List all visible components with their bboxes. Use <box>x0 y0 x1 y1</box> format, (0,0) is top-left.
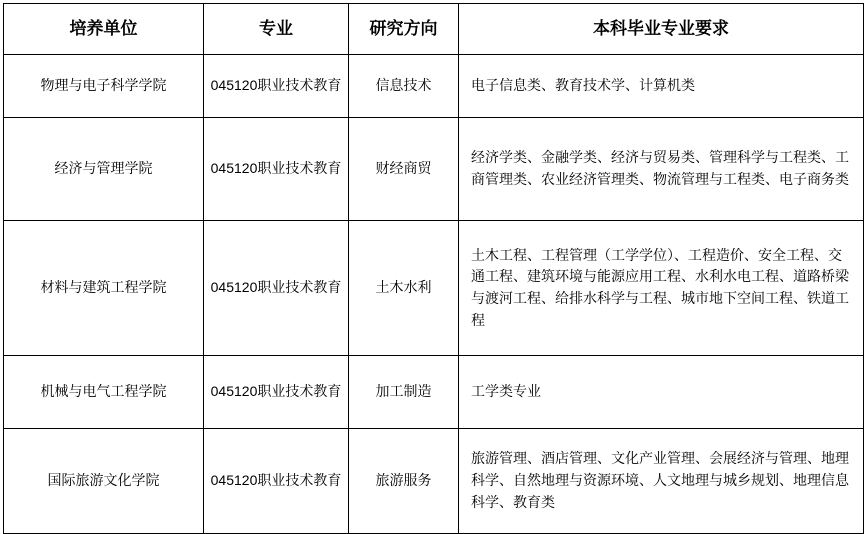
cell-major: 045120职业技术教育 <box>204 356 349 429</box>
cell-major: 045120职业技术教育 <box>204 118 349 221</box>
cell-direction: 信息技术 <box>349 55 459 118</box>
cell-unit: 物理与电子科学学院 <box>4 55 204 118</box>
cell-requirement: 电子信息类、教育技术学、计算机类 <box>459 55 864 118</box>
cell-unit: 材料与建筑工程学院 <box>4 221 204 356</box>
column-header-direction: 研究方向 <box>349 4 459 55</box>
column-header-requirement: 本科毕业专业要求 <box>459 4 864 55</box>
cell-major: 045120职业技术教育 <box>204 429 349 534</box>
cell-direction: 土木水利 <box>349 221 459 356</box>
table-row <box>4 429 864 534</box>
cell-major: 045120职业技术教育 <box>204 55 349 118</box>
cell-direction: 财经商贸 <box>349 118 459 221</box>
table-row <box>4 356 864 429</box>
cell-direction: 旅游服务 <box>349 429 459 534</box>
table-row <box>4 55 864 118</box>
program-requirements-table <box>3 3 864 534</box>
column-header-major: 专业 <box>204 4 349 55</box>
cell-unit: 经济与管理学院 <box>4 118 204 221</box>
table-row <box>4 221 864 356</box>
cell-requirement: 土木工程、工程管理（工学学位）、工程造价、安全工程、交通工程、建筑环境与能源应用工程、水利水电工程、道路桥梁与渡河工程、给排水科学与工程、城市地下空间工程、铁道工程 <box>459 221 864 356</box>
cell-requirement: 工学类专业 <box>459 356 864 429</box>
cell-major: 045120职业技术教育 <box>204 221 349 356</box>
cell-requirement: 经济学类、金融学类、经济与贸易类、管理科学与工程类、工商管理类、农业经济管理类、物流管理与工程类、电子商务类 <box>459 118 864 221</box>
table-header <box>4 4 864 55</box>
column-header-unit: 培养单位 <box>4 4 204 55</box>
table-header-row <box>4 4 864 55</box>
cell-unit: 机械与电气工程学院 <box>4 356 204 429</box>
cell-requirement: 旅游管理、酒店管理、文化产业管理、会展经济与管理、地理科学、自然地理与资源环境、人文地理与城乡规划、地理信息科学、教育类 <box>459 429 864 534</box>
table-row <box>4 118 864 221</box>
table-body <box>4 55 864 534</box>
cell-unit: 国际旅游文化学院 <box>4 429 204 534</box>
cell-direction: 加工制造 <box>349 356 459 429</box>
